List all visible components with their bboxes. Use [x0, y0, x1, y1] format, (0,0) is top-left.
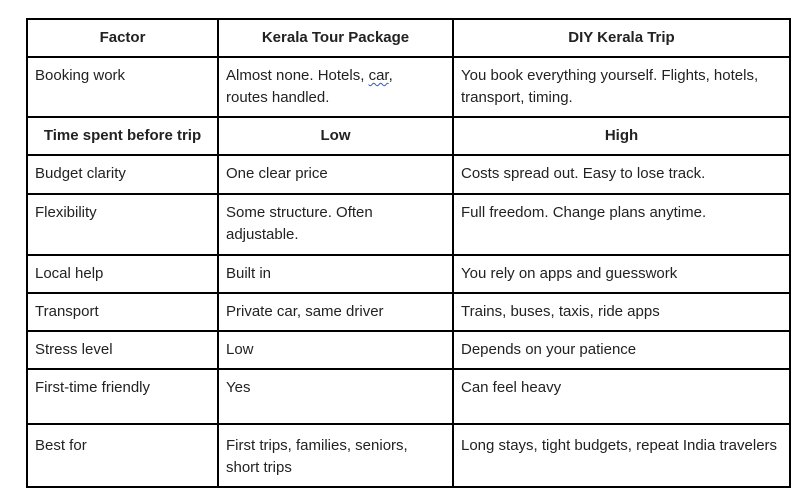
header-diy-trip: DIY Kerala Trip [453, 19, 790, 57]
cell-diy: High [453, 117, 790, 155]
cell-text: Almost none. Hotels, [226, 67, 369, 84]
cell-text: routes handled. [226, 89, 330, 106]
cell-package: Low [218, 117, 453, 155]
table-row [27, 424, 790, 487]
cell-diy: You book everything yourself. Flights, hotels, transport, timing. [453, 57, 790, 117]
cell-factor: Time spent before trip [27, 117, 218, 155]
cell-diy: You rely on apps and guesswork [453, 255, 790, 293]
cell-factor: Stress level [27, 331, 218, 369]
spellcheck-flagged-word[interactable]: car [368, 67, 389, 84]
cell-factor: Best for [27, 424, 218, 487]
header-factor: Factor [27, 19, 218, 57]
cell-package: One clear price [218, 155, 453, 194]
table-row [27, 155, 790, 194]
table-row [27, 194, 790, 255]
cell-package: Private car, same driver [218, 293, 453, 331]
cell-package [218, 57, 453, 117]
table-row [27, 331, 790, 369]
cell-diy: Depends on your patience [453, 331, 790, 369]
cell-package: Low [218, 331, 453, 369]
cell-package: Yes [218, 369, 453, 424]
table-row [27, 255, 790, 293]
cell-package: Built in [218, 255, 453, 293]
comparison-table [26, 18, 791, 488]
table-row [27, 57, 790, 117]
cell-diy: Can feel heavy [453, 369, 790, 424]
table-header-row [27, 19, 790, 57]
cell-diy: Long stays, tight budgets, repeat India travelers [453, 424, 790, 487]
cell-package: Some structure. Often adjustable. [218, 194, 453, 255]
cell-diy: Full freedom. Change plans anytime. [453, 194, 790, 255]
cell-factor: Local help [27, 255, 218, 293]
header-tour-package: Kerala Tour Package [218, 19, 453, 57]
cell-factor: Transport [27, 293, 218, 331]
table-subheader-row [27, 117, 790, 155]
cell-text: , [388, 67, 393, 84]
table-row [27, 293, 790, 331]
cell-package: First trips, families, seniors, short trips [218, 424, 453, 487]
cell-factor: Booking work [27, 57, 218, 117]
cell-factor: First-time friendly [27, 369, 218, 424]
cell-factor: Flexibility [27, 194, 218, 255]
table-row [27, 369, 790, 424]
cell-diy: Costs spread out. Easy to lose track. [453, 155, 790, 194]
cell-diy: Trains, buses, taxis, ride apps [453, 293, 790, 331]
cell-factor: Budget clarity [27, 155, 218, 194]
